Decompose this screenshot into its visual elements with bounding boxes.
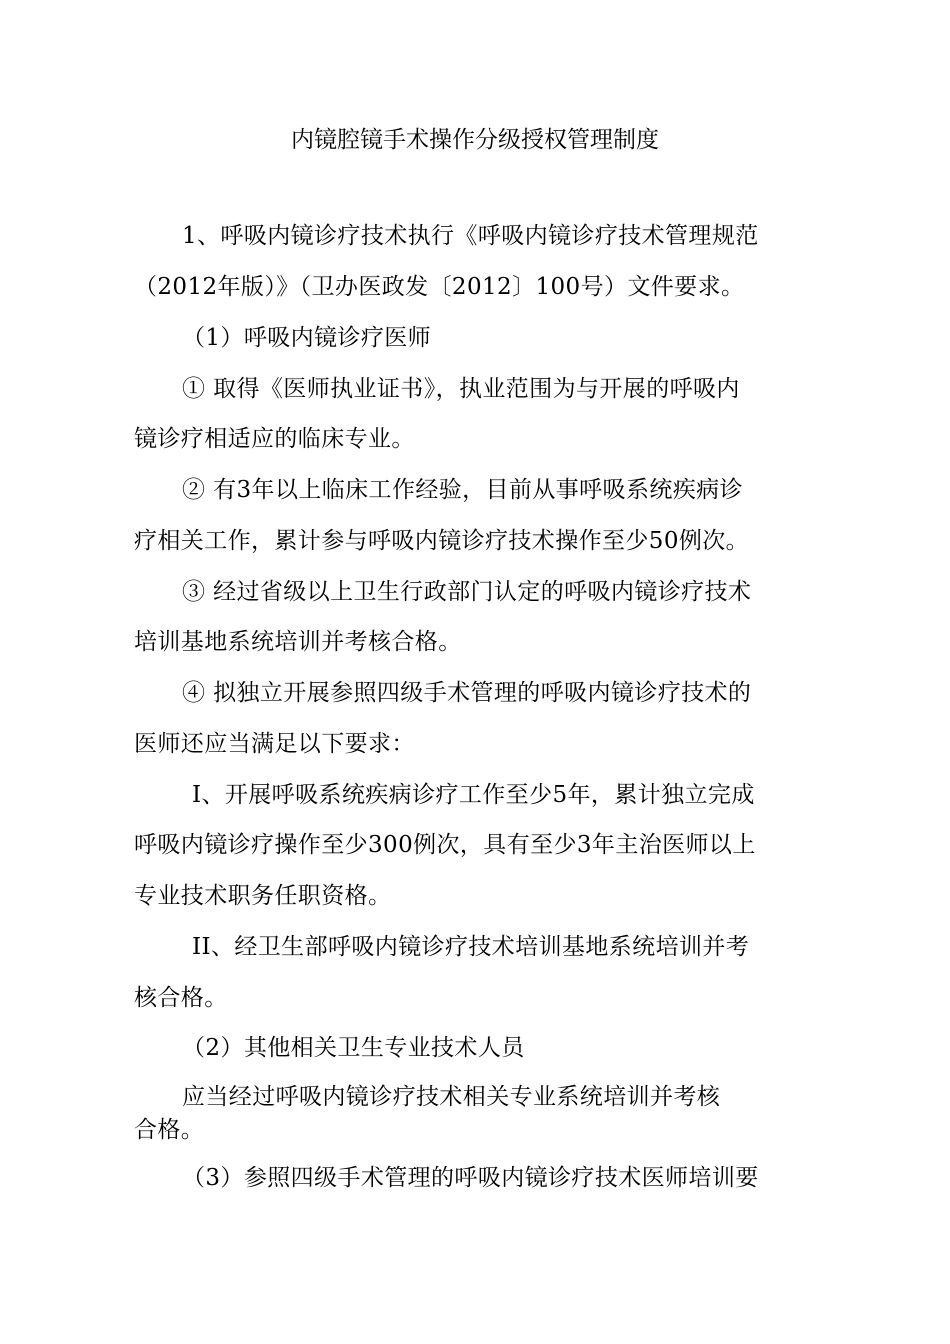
paragraph-line: 呼吸内镜诊疗操作至少300例次，具有至少3年主治医师以上 [134, 832, 756, 858]
paragraph-line: ① 取得《医师执业证书》，执业范围为与开展的呼吸内 [182, 376, 740, 402]
paragraph-line: （2）其他相关卫生专业技术人员 [182, 1035, 525, 1061]
paragraph-line: （1）呼吸内镜诊疗医师 [182, 325, 432, 351]
document-title: 内镜腔镜手术操作分级授权管理制度 [291, 127, 659, 153]
paragraph-line: 专业技术职务任职资格。 [134, 883, 392, 909]
paragraph-line: ④ 拟独立开展参照四级手术管理的呼吸内镜诊疗技术的 [182, 680, 752, 706]
paragraph-line: （3）参照四级手术管理的呼吸内镜诊疗技术医师培训要 [182, 1165, 759, 1191]
paragraph-line: 核合格。 [134, 985, 228, 1011]
paragraph-line: ③ 经过省级以上卫生行政部门认定的呼吸内镜诊疗技术 [182, 579, 752, 605]
paragraph-line: ② 有3年以上临床工作经验，目前从事呼吸系统疾病诊 [182, 477, 743, 503]
paragraph-line: 培训基地系统培训并考核合格。 [134, 629, 462, 655]
paragraph-line: 疗相关工作，累计参与呼吸内镜诊疗技术操作至少50例次。 [134, 528, 750, 554]
paragraph-line: 医师还应当满足以下要求： [134, 731, 415, 757]
paragraph-line: II、经卫生部呼吸内镜诊疗技术培训基地系统培训并考 [192, 934, 750, 960]
paragraph-line: （2012年版）》（卫办医政发〔2012〕100号）文件要求。 [134, 274, 745, 300]
paragraph-line: 应当经过呼吸内镜诊疗技术相关专业系统培训并考核 [182, 1084, 721, 1110]
paragraph-line: 镜诊疗相适应的临床专业。 [134, 426, 415, 452]
paragraph-line: 1、呼吸内镜诊疗技术执行《呼吸内镜诊疗技术管理规范 [182, 223, 759, 249]
paragraph-line: I、开展呼吸系统疾病诊疗工作至少5年，累计独立完成 [192, 782, 755, 808]
paragraph-line: 合格。 [134, 1117, 205, 1143]
